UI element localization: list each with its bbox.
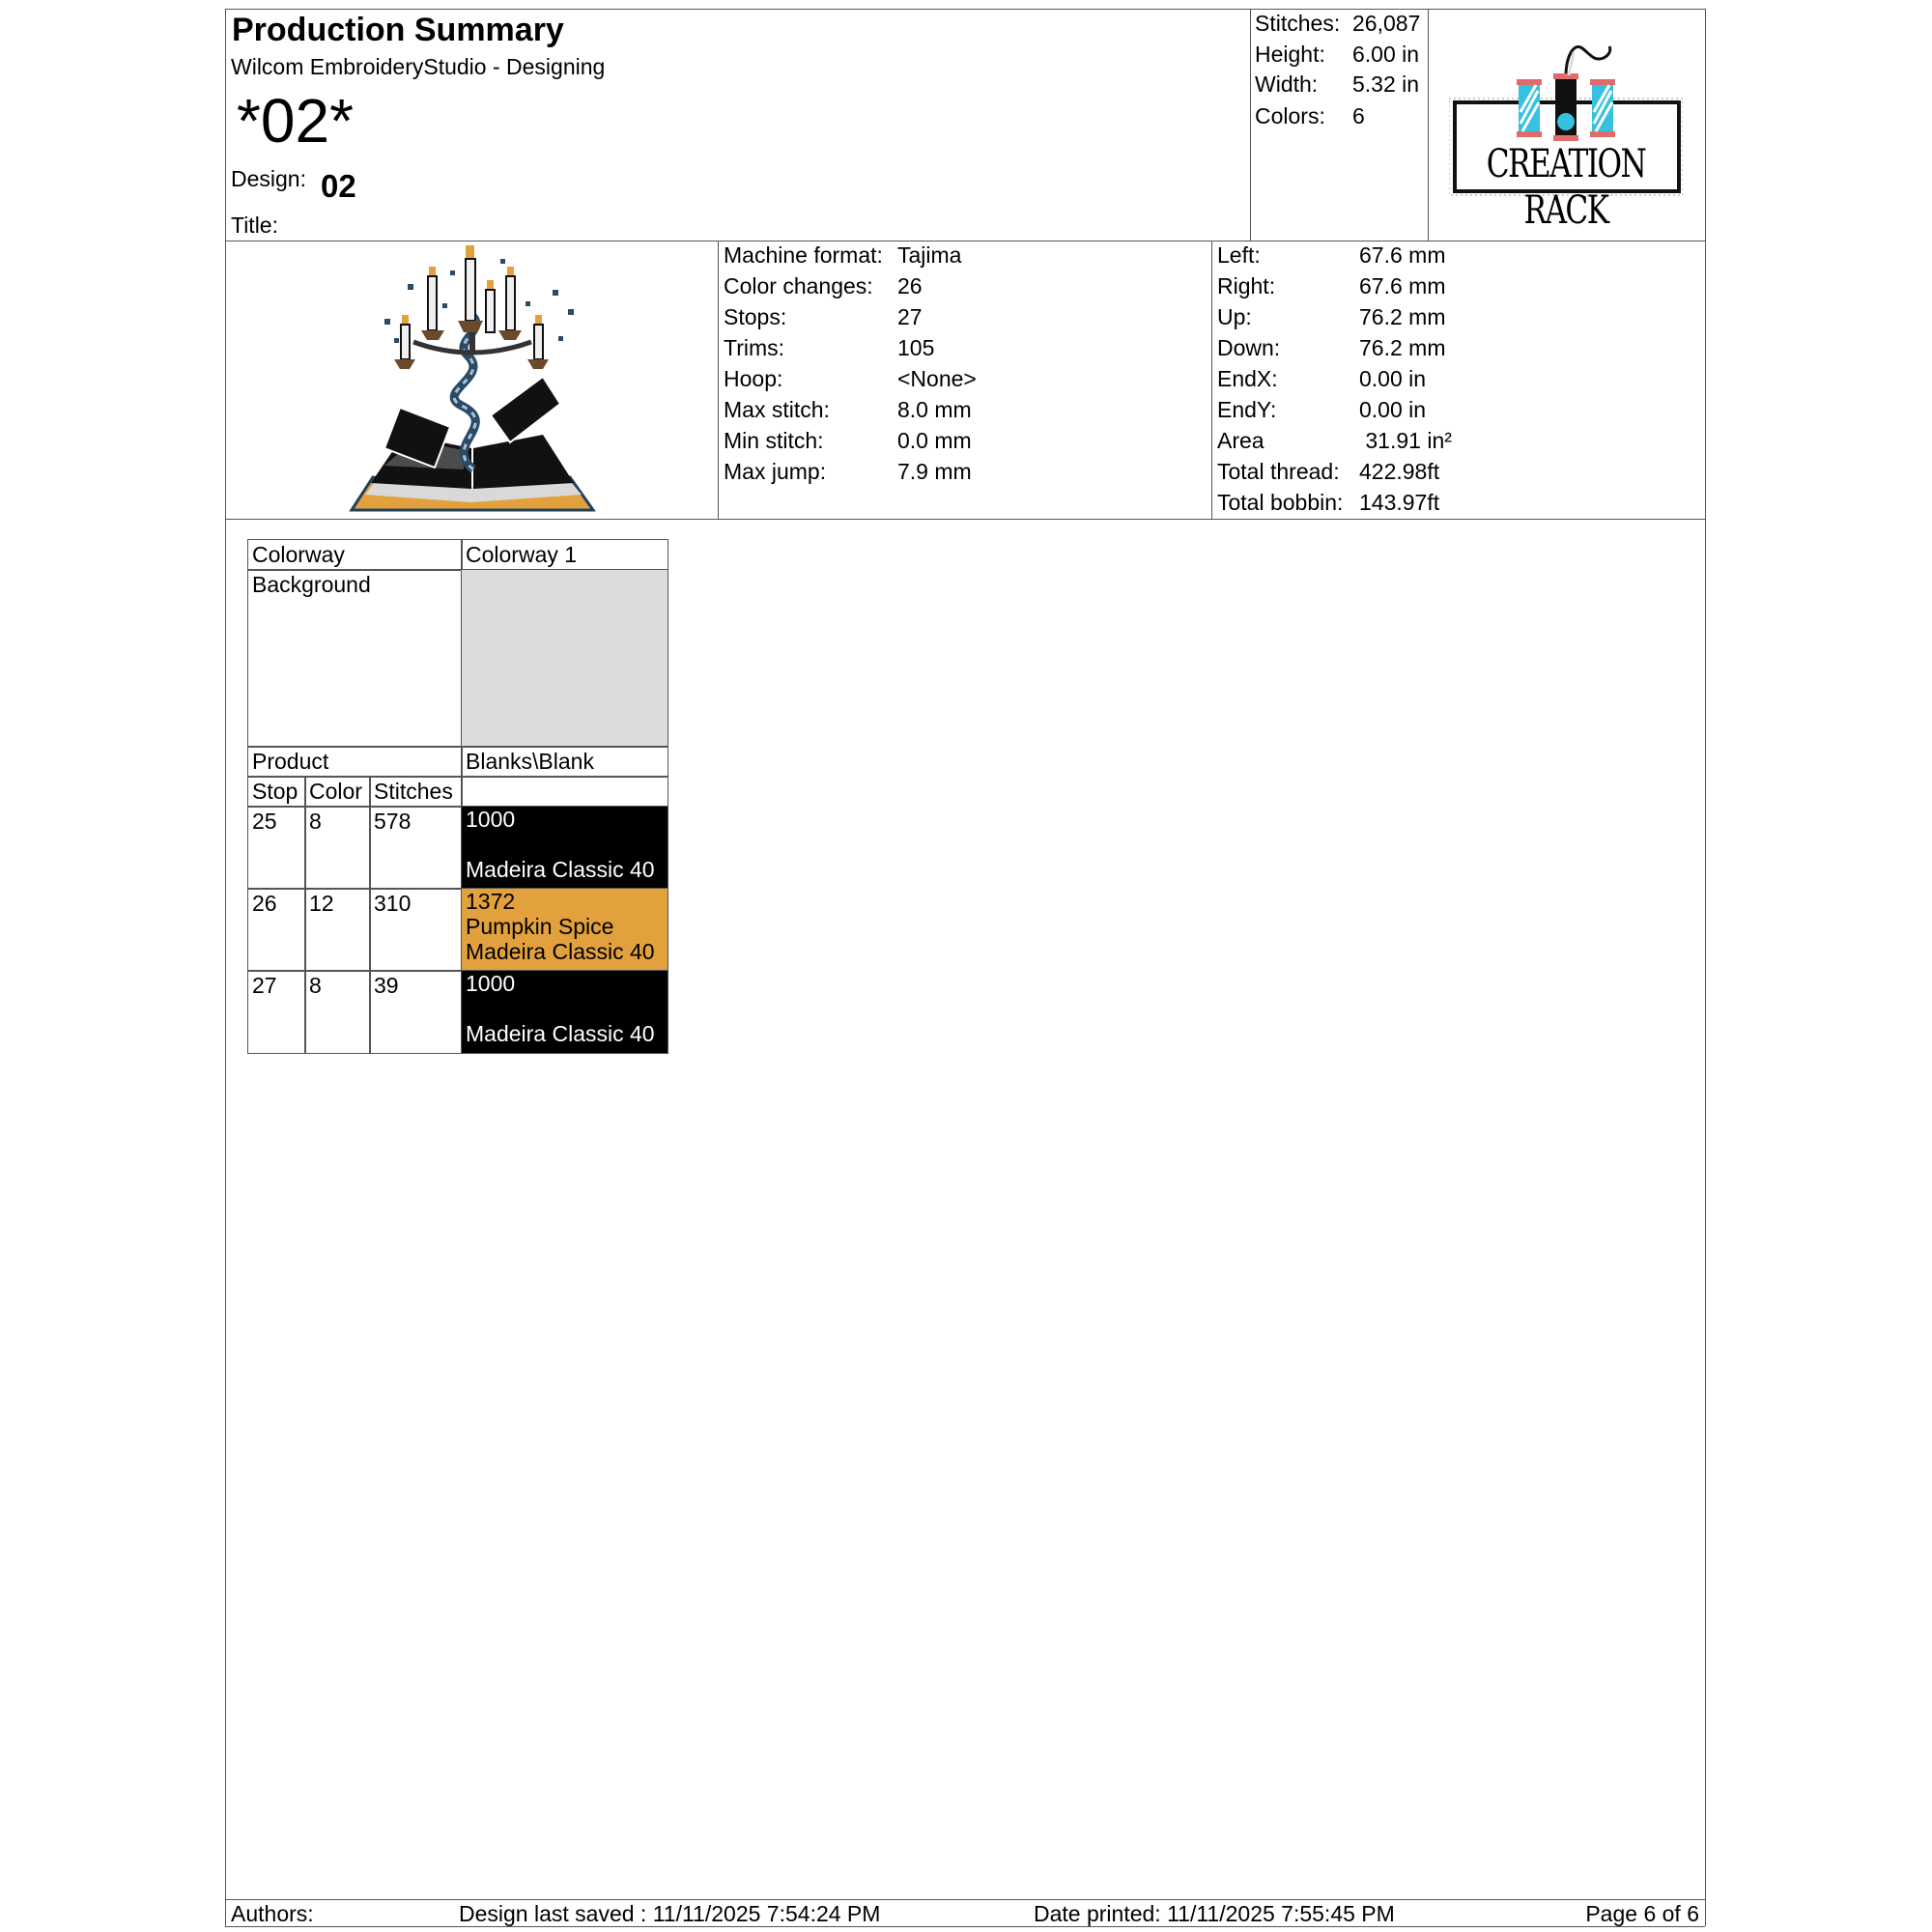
stitches-label: Stitches: [1255, 11, 1341, 36]
design-barcode-text: *02* [237, 86, 354, 156]
row-stop: 25 [247, 806, 306, 890]
logo-text: CREATION RACK [1486, 142, 1646, 233]
thread-brand: Madeira Classic 40 [466, 1021, 655, 1046]
machine-value: 26 [897, 273, 923, 298]
row-stitches: 39 [369, 970, 463, 1054]
product-value: Blanks\Blank [461, 746, 668, 778]
thread-name [466, 996, 664, 1021]
thread-brand: Madeira Classic 40 [466, 939, 655, 964]
row-stop: 26 [247, 888, 306, 972]
footer-divider [225, 1899, 1705, 1900]
product-label: Product [247, 746, 463, 778]
frame-bottom [225, 1926, 1705, 1927]
extents-value: 0.00 in [1359, 397, 1427, 422]
thread-code: 1372 [466, 889, 516, 914]
machine-value: 0.0 mm [897, 428, 972, 453]
row-color: 8 [304, 970, 371, 1054]
extents-label: Down: [1217, 335, 1281, 360]
row-color: 8 [304, 806, 371, 890]
stitches-value: 26,087 [1352, 11, 1421, 36]
thread-code: 1000 [466, 971, 516, 996]
footer-last-saved: Design last saved : 11/11/2025 7:54:24 PM [459, 1901, 881, 1926]
machine-label: Min stitch: [724, 428, 824, 453]
thread-swatch [461, 970, 668, 1054]
column-header-stop: Stop [247, 776, 306, 808]
extents-label: EndY: [1217, 397, 1277, 422]
footer-authors: Authors: [231, 1901, 314, 1926]
machine-label: Hoop: [724, 366, 783, 391]
creation-rack-logo [1449, 41, 1683, 233]
height-value: 6.00 in [1352, 42, 1420, 67]
preview-divider [718, 241, 719, 519]
row-color: 12 [304, 888, 371, 972]
extents-value: 422.98ft [1359, 459, 1440, 484]
colorway-table [247, 539, 668, 1057]
logo-divider [1428, 9, 1429, 241]
colors-label: Colors: [1255, 103, 1325, 128]
colors-value: 6 [1352, 103, 1365, 128]
extents-value: 143.97ft [1359, 490, 1440, 515]
extents-label: Total bobbin: [1217, 490, 1344, 515]
extents-value: 67.6 mm [1359, 273, 1446, 298]
row-stop: 27 [247, 970, 306, 1054]
width-label: Width: [1255, 71, 1319, 97]
embroidery-preview [346, 242, 602, 518]
thread-name: Pumpkin Spice [466, 914, 614, 939]
colorway-header-value: Colorway 1 [461, 539, 668, 571]
frame-right [1705, 9, 1706, 1926]
machine-label: Stops: [724, 304, 787, 329]
machine-value: 7.9 mm [897, 459, 972, 484]
machine-value: 105 [897, 335, 935, 360]
footer-date-printed: Date printed: 11/11/2025 7:55:45 PM [1034, 1901, 1395, 1926]
machine-label: Max jump: [724, 459, 827, 484]
app-subtitle: Wilcom EmbroideryStudio - Designing [231, 54, 606, 79]
design-label: Design: [231, 166, 306, 191]
extents-value: 76.2 mm [1359, 335, 1446, 360]
info-divider [225, 519, 1705, 520]
title-label: Title: [231, 213, 278, 238]
machine-value: 8.0 mm [897, 397, 972, 422]
extents-label: Left: [1217, 242, 1261, 268]
extents-label: EndX: [1217, 366, 1278, 391]
background-swatch [461, 569, 668, 748]
extents-label: Right: [1217, 273, 1276, 298]
extents-value: 76.2 mm [1359, 304, 1446, 329]
machine-label: Trims: [724, 335, 785, 360]
page-title: Production Summary [232, 12, 564, 48]
extents-label: Area [1217, 428, 1264, 453]
colorway-header-label: Colorway [247, 539, 463, 571]
thread-swatch [461, 806, 668, 890]
design-value: 02 [321, 168, 356, 204]
row-stitches: 310 [369, 888, 463, 972]
thread-name [466, 832, 664, 857]
column-header-color: Color [304, 776, 371, 808]
machine-label: Color changes: [724, 273, 873, 298]
width-value: 5.32 in [1352, 71, 1420, 97]
extents-value: 0.00 in [1359, 366, 1427, 391]
machine-value: 27 [897, 304, 923, 329]
extents-label: Total thread: [1217, 459, 1340, 484]
background-label: Background [247, 569, 463, 748]
machine-value: <None> [897, 366, 977, 391]
footer-page-number: Page 6 of 6 [1585, 1901, 1699, 1926]
thread-code: 1000 [466, 807, 516, 832]
column-header-stitches: Stitches [369, 776, 463, 808]
extents-value: 31.91 in² [1359, 428, 1452, 453]
summary-divider [1250, 9, 1251, 241]
extents-value: 67.6 mm [1359, 242, 1446, 268]
thread-swatch [461, 888, 668, 972]
extents-label: Up: [1217, 304, 1252, 329]
machine-value: Tajima [897, 242, 962, 268]
design-preview-image [346, 242, 602, 518]
frame-left [225, 9, 226, 1926]
machine-label: Machine format: [724, 242, 883, 268]
thread-brand: Madeira Classic 40 [466, 857, 655, 882]
row-stitches: 578 [369, 806, 463, 890]
extents-divider [1211, 241, 1212, 519]
height-label: Height: [1255, 42, 1325, 67]
frame-top [225, 9, 1705, 10]
machine-label: Max stitch: [724, 397, 830, 422]
column-header-thread [461, 776, 668, 808]
